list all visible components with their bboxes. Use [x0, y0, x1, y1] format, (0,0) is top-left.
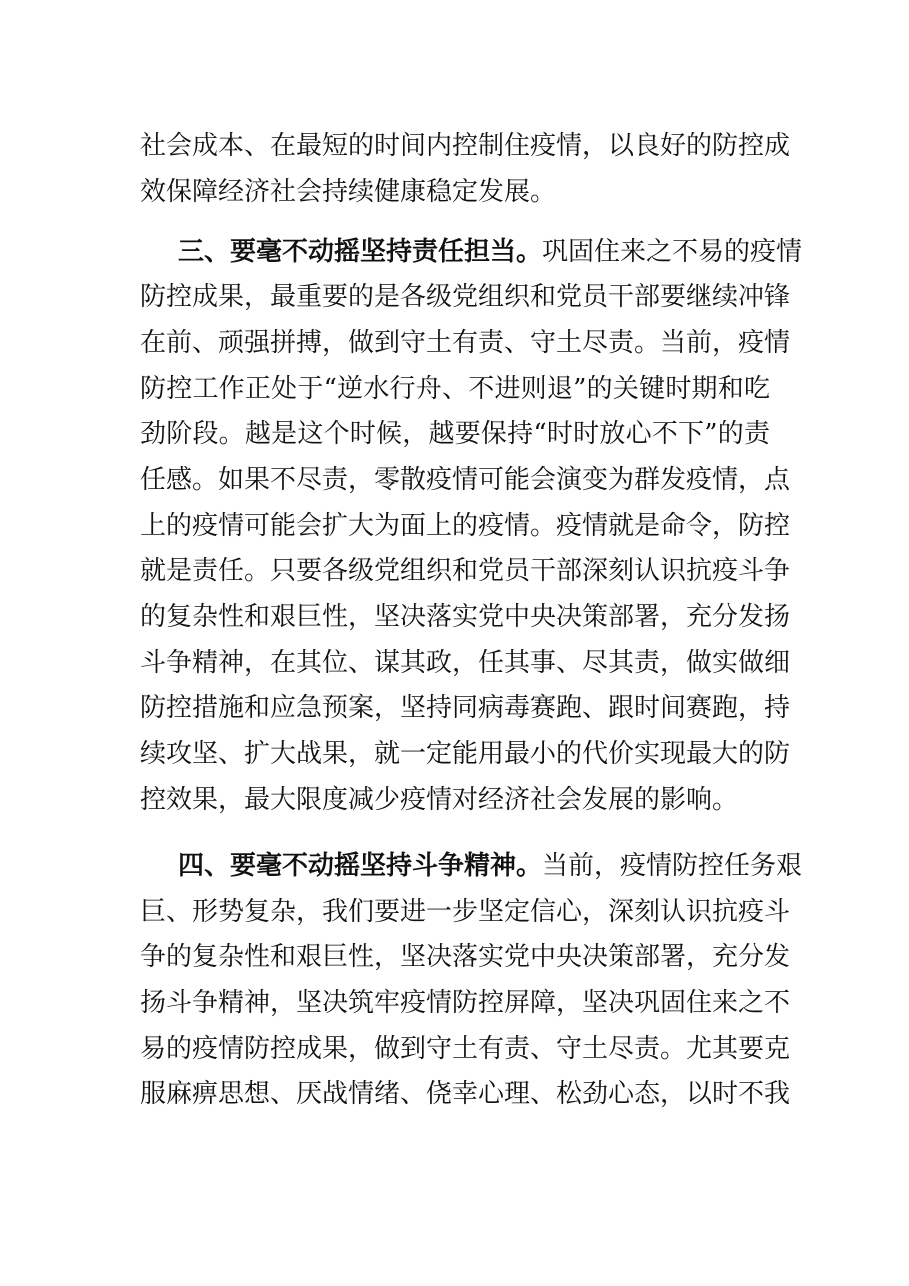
paragraph-line: 防控成果，最重要的是各级党组织和党员干部要继续冲锋	[140, 282, 791, 312]
paragraph-line: 巨、形势复杂，我们要进一步坚定信心，深刻认识抗疫斗	[140, 897, 791, 927]
paragraph-line: 防控措施和应急预案，坚持同病毒赛跑、跟时间赛跑，持	[140, 693, 791, 723]
paragraph-line: 续攻坚、扩大战果，就一定能用最小的代价实现最大的防	[140, 739, 791, 769]
paragraph-line: 扬斗争精神，坚决筑牢疫情防控屏障，坚决巩固住来之不	[140, 988, 791, 1018]
heading-line-text: 巩固住来之不易的疫情	[542, 237, 803, 267]
paragraph-line: 社会成本、在最短的时间内控制住疫情，以良好的防控成	[140, 131, 791, 161]
paragraph-line: 易的疫情防控成果，做到守土有责、守土尽责。尤其要克	[140, 1034, 791, 1064]
section-heading: 三、要毫不动摇坚持责任担当。	[178, 237, 543, 267]
paragraph-line: 服麻痹思想、厌战情绪、侥幸心理、松劲心态，以时不我	[140, 1079, 791, 1109]
paragraph-line: 在前、顽强拼搏，做到守土有责、守土尽责。当前，疫情	[140, 328, 791, 358]
section-heading: 四、要毫不动摇坚持斗争精神。	[178, 851, 543, 881]
paragraph-line: 效保障经济社会持续健康稳定发展。	[140, 177, 557, 207]
paragraph-heading-line	[178, 232, 803, 272]
paragraph-line: 上的疫情可能会扩大为面上的疫情。疫情就是命令，防控	[140, 511, 791, 541]
paragraph-line: 的复杂性和艰巨性，坚决落实党中央决策部署，充分发扬	[140, 602, 791, 632]
paragraph-line: 防控工作正处于“逆水行舟、不进则退”的关键时期和吃	[140, 374, 770, 404]
paragraph-line: 争的复杂性和艰巨性，坚决落实党中央决策部署，充分发	[140, 942, 791, 972]
paragraph-line: 斗争精神，在其位、谋其政，任其事、尽其责，做实做细	[140, 648, 791, 678]
paragraph-line: 就是责任。只要各级党组织和党员干部深刻认识抗疫斗争	[140, 556, 791, 586]
paragraph-line: 控效果，最大限度减少疫情对经济社会发展的影响。	[140, 785, 739, 815]
paragraph-line: 劲阶段。越是这个时候，越要保持“时时放心不下”的责	[140, 419, 770, 449]
heading-line-text: 当前，疫情防控任务艰	[542, 851, 803, 881]
paragraph-heading-line	[178, 846, 803, 886]
paragraph-line: 任感。如果不尽责，零散疫情可能会演变为群发疫情，点	[140, 465, 791, 495]
